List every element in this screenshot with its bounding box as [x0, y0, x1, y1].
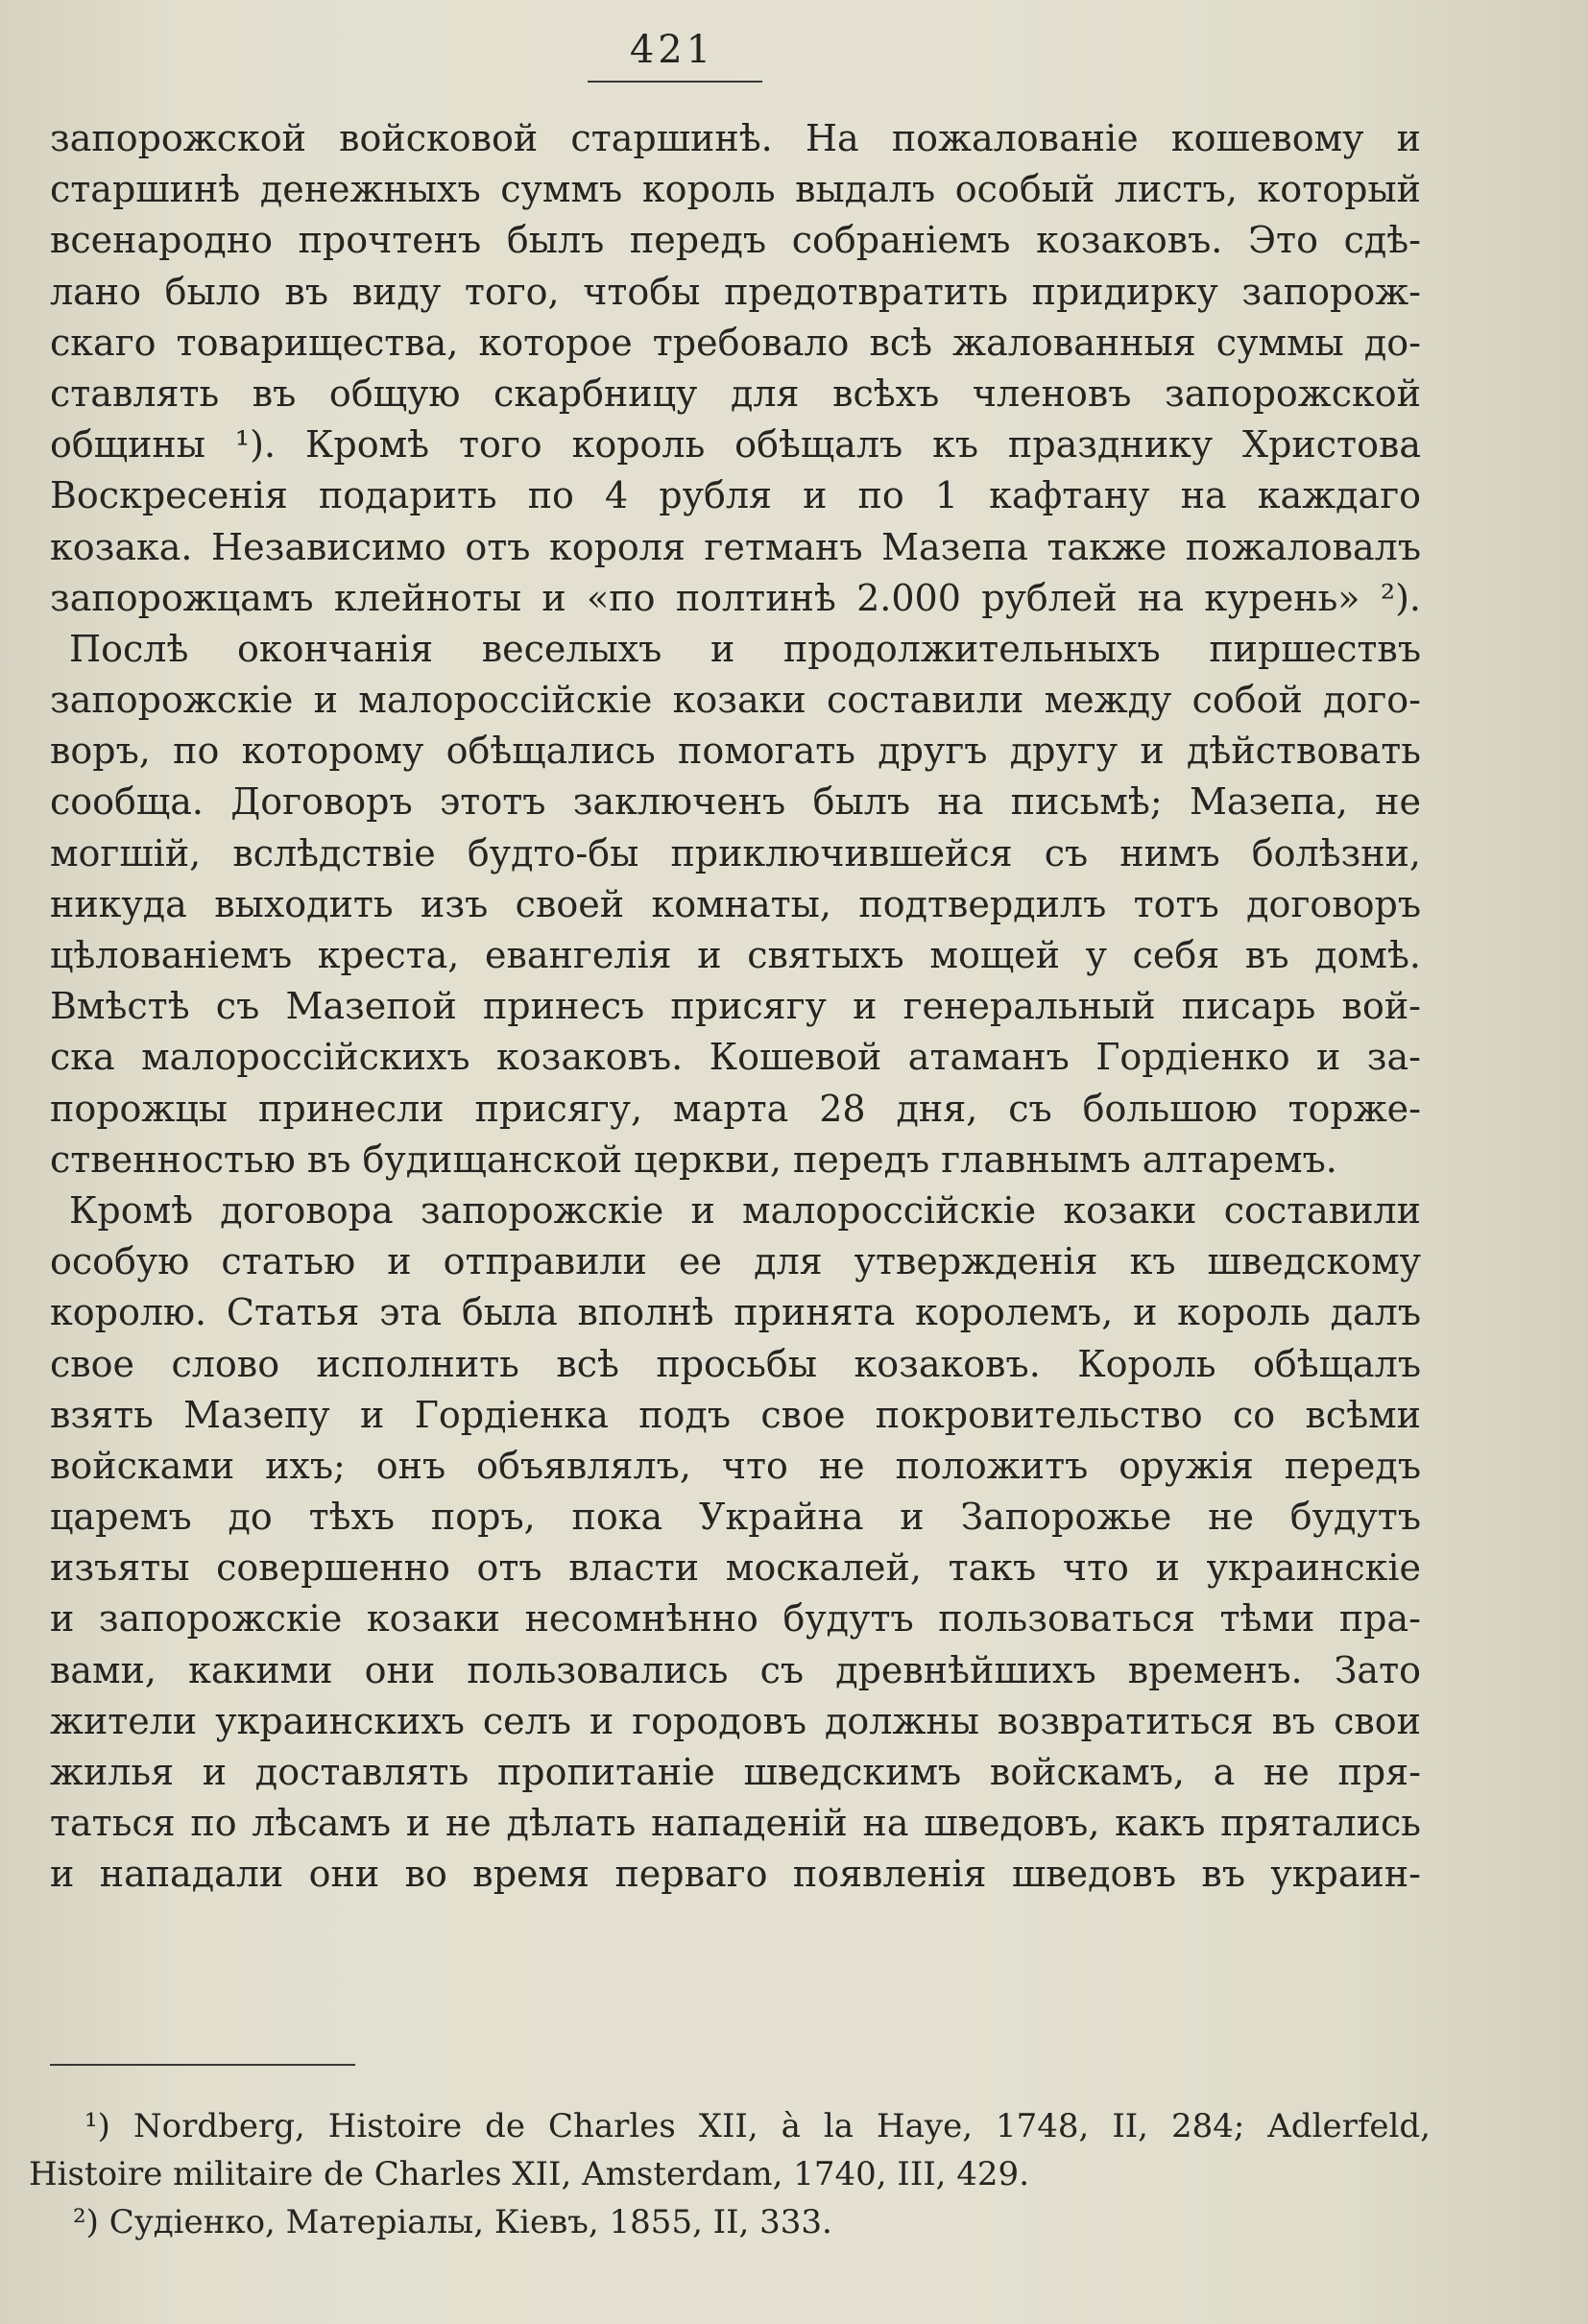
- text-line: запорожской войсковой старшинѣ. На пожалованіе кошевому и: [50, 117, 1421, 159]
- footnote-2: ²) Судіенко, Матеріалы, Кіевъ, 1855, II, 333.: [73, 2203, 832, 2241]
- text-line: старшинѣ денежныхъ суммъ король выдалъ особый листъ, который: [50, 168, 1421, 211]
- footnote-1-continuation: Histoire militaire de Charles XII, Amsterdam, 1740, III, 429.: [29, 2155, 1029, 2193]
- body-text: [50, 113, 1421, 1901]
- text-line: Воскресенія подарить по 4 рубля и по 1 кафтану на каждаго: [50, 474, 1421, 517]
- text-line: вами, какими они пользовались съ древнѣйшихъ временъ. Зато: [50, 1648, 1421, 1691]
- text-line: запорожцамъ клейноты и «по полтинѣ 2.000 рублей на курень» ²).: [50, 576, 1421, 619]
- text-line: и нападали они во время перваго появленія шведовъ въ украин-: [50, 1853, 1421, 1896]
- page-number: 421: [629, 28, 715, 72]
- text-line: изъяты совершенно отъ власти москалей, такъ что и украинскіе: [50, 1546, 1421, 1590]
- text-line: войсками ихъ; онъ объявлялъ, что не положитъ оружія передъ: [50, 1444, 1421, 1487]
- text-line: королю. Статья эта была вполнѣ принята королемъ, и король далъ: [50, 1291, 1421, 1334]
- text-line: жилья и доставлять пропитаніе шведскимъ войскамъ, а не пря-: [50, 1751, 1421, 1793]
- text-line: и запорожскіе козаки несомнѣнно будутъ пользоваться тѣми пра-: [50, 1597, 1421, 1641]
- paragraph-start-line: Послѣ окончанія веселыхъ и продолжительныхъ пиршествъ: [69, 627, 1421, 670]
- text-line: ственностью въ будищанской церкви, передъ главнымъ алтаремъ.: [50, 1138, 1337, 1181]
- text-line: взять Мазепу и Гордіенка подъ свое покровительство со всѣми: [50, 1393, 1421, 1436]
- text-line: общины ¹). Кромѣ того король обѣщалъ къ празднику Христова: [50, 423, 1421, 467]
- text-line: цѣлованіемъ креста, евангелія и святыхъ мощей у себя въ домѣ.: [50, 934, 1421, 976]
- text-line: жители украинскихъ селъ и городовъ должны возвратиться въ свои: [50, 1699, 1421, 1742]
- text-line: свое слово исполнить всѣ просьбы козаковъ. Король обѣщалъ: [50, 1342, 1421, 1385]
- text-line: Вмѣстѣ съ Мазепой принесъ присягу и генеральный писарь вой-: [50, 985, 1421, 1028]
- text-line: порожцы принесли присягу, марта 28 дня, съ большою торже-: [50, 1087, 1421, 1130]
- footnote-1: ¹) Nordberg, Histoire de Charles XII, à la Haye, 1748, II, 284; Adlerfeld,: [84, 2107, 1431, 2145]
- text-line: ска малороссійскихъ козаковъ. Кошевой атаманъ Гордіенко и за-: [50, 1036, 1421, 1079]
- footnote-separator: [50, 2064, 355, 2066]
- text-line: таться по лѣсамъ и не дѣлать нападеній на шведовъ, какъ прятались: [50, 1802, 1421, 1845]
- footnotes: [29, 2102, 1431, 2246]
- text-line: воръ, по которому обѣщались помогать другъ другу и дѣйствовать: [50, 730, 1421, 773]
- text-line: никуда выходить изъ своей комнаты, подтвердилъ тотъ договоръ: [50, 882, 1421, 925]
- text-line: ставлять въ общую скарбницу для всѣхъ членовъ запорожской: [50, 371, 1421, 415]
- text-line: всенародно прочтенъ былъ передъ собраніемъ козаковъ. Это сдѣ-: [50, 219, 1421, 262]
- text-line: могшій, вслѣдствіе будто-бы приключившейся съ нимъ болѣзни,: [50, 831, 1421, 874]
- text-line: особую статью и отправили ее для утвержденія къ шведскому: [50, 1240, 1421, 1283]
- text-line: козака. Независимо отъ короля гетманъ Мазепа также пожаловалъ: [50, 525, 1421, 568]
- text-line: лано было въ виду того, чтобы предотвратить придирку запорож-: [50, 270, 1421, 313]
- text-line: запорожскіе и малороссійскіе козаки составили между собой дого-: [50, 679, 1421, 722]
- text-line: скаго товарищества, которое требовало всѣ жалованныя суммы до-: [50, 321, 1421, 364]
- page-number-rule: [588, 81, 762, 83]
- text-line: сообща. Договоръ этотъ заключенъ былъ на письмѣ; Мазепа, не: [50, 780, 1421, 824]
- text-line: царемъ до тѣхъ поръ, пока Украйна и Запорожье не будутъ: [50, 1496, 1421, 1539]
- paragraph-start-line: Кромѣ договора запорожскіе и малороссійскіе козаки составили: [69, 1188, 1421, 1232]
